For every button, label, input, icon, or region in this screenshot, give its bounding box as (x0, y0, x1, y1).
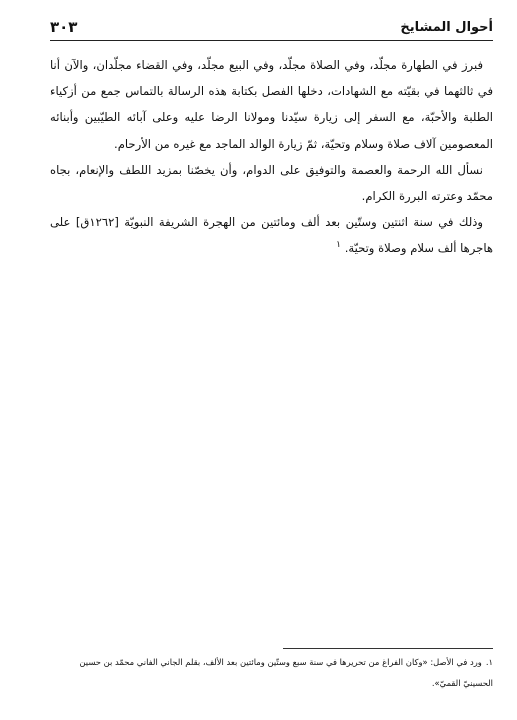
footnote-text: ورد في الأصل: «وكان الفراغ من تحريرها في سنة سبع وستّين ومائتين بعد الألف، بقلم الجاني الفاني محمّد بن حسين الحسينيّ القميّ». (79, 657, 493, 688)
footnote-number: ١. (485, 657, 493, 667)
main-text (50, 52, 493, 262)
paragraph-text: وذلك في سنة اثنتين وستّين بعد ألف ومائتين من الهجرة الشريفة النبويّة [١٢٦٢ق] على هاجرها ألف سلام وصلاة وتحيّة. (50, 215, 493, 256)
paragraph (50, 157, 493, 209)
footnote-reference[interactable]: ١ (336, 240, 341, 251)
footnote-divider (283, 648, 493, 649)
footnote (50, 652, 493, 694)
paragraph (50, 209, 493, 261)
paragraph-text: نسأل الله الرحمة والعصمة والتوفيق على الدوام، وأن يخصّنا بمزيد اللطف والإنعام، بجاه محمّد وعترته البررة الكرام. (50, 162, 493, 204)
page-header (50, 18, 493, 40)
paragraph-text: فبرز في الطهارة مجلّد، وفي الصلاة مجلّد، وفي البيع مجلّد، وفي القضاء مجلّدان، والآن أنا في ثالثهما في بقيّته مع الشهادات، دخلها الفصل بكتابة هذه الرسالة بالتماس جمع من أزكياء الطلبة والأحبّة، مع السفر إلى زيارة سيّدنا ومولانا الرضا عليه وعلى آبائه الطيّبين وأبنائه المعصومين آلاف صلاة وسلام وتحيّة، ثمّ زيارة الوالد الماجد مع غيره من الأرحام. (50, 58, 493, 151)
paragraph (50, 52, 493, 157)
page-number: ٣٠٣ (50, 18, 78, 36)
header-divider (50, 40, 493, 41)
running-title: أحوال المشايخ (400, 20, 493, 35)
